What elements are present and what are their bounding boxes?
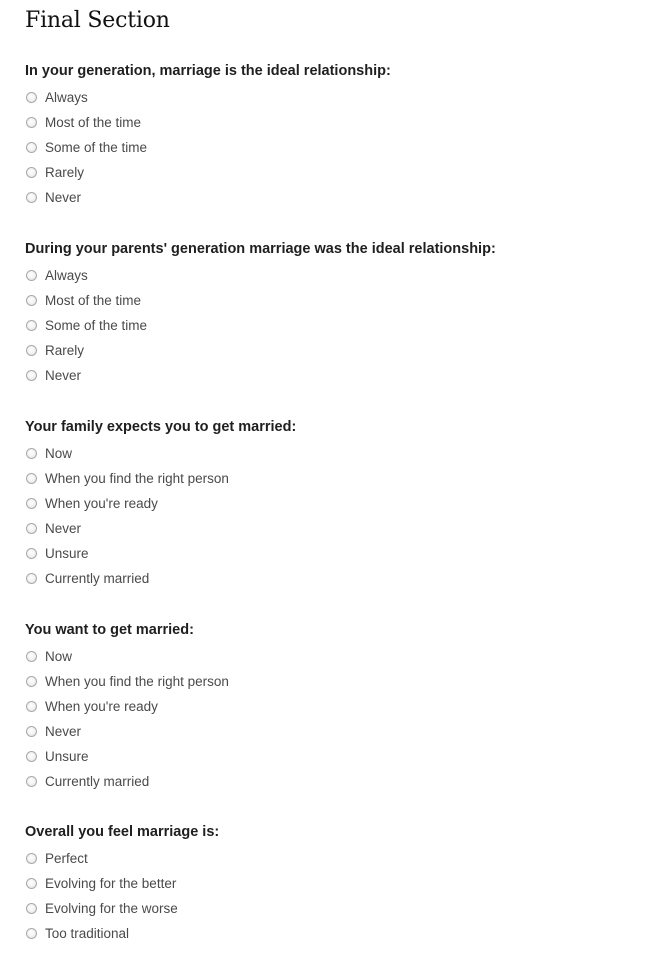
radio-button[interactable]	[26, 676, 37, 687]
radio-option[interactable]	[25, 516, 625, 541]
radio-button[interactable]	[26, 192, 37, 203]
radio-label: Never	[45, 190, 82, 205]
radio-label: Unsure	[45, 749, 89, 764]
radio-button[interactable]	[26, 548, 37, 559]
radio-button[interactable]	[26, 320, 37, 331]
radio-button[interactable]	[26, 92, 37, 103]
radio-option[interactable]	[25, 491, 625, 516]
radio-button[interactable]	[26, 523, 37, 534]
radio-button[interactable]	[26, 448, 37, 459]
question-want-to-marry	[25, 619, 625, 794]
radio-label: Most of the time	[45, 115, 142, 130]
question-title: Overall you feel marriage is:	[25, 824, 220, 840]
radio-option[interactable]	[25, 288, 625, 313]
radio-label: When you're ready	[45, 699, 158, 714]
radio-label: When you find the right person	[45, 471, 229, 486]
radio-label: Never	[45, 368, 82, 383]
radio-label: Evolving for the better	[45, 876, 177, 891]
radio-option[interactable]	[25, 160, 625, 185]
radio-group	[25, 644, 625, 794]
radio-label: Rarely	[45, 165, 85, 180]
radio-option[interactable]	[25, 896, 625, 921]
radio-label: Always	[45, 268, 88, 283]
radio-option[interactable]	[25, 363, 625, 388]
radio-group	[25, 263, 625, 388]
radio-button[interactable]	[26, 142, 37, 153]
radio-option[interactable]	[25, 185, 625, 210]
radio-label: Perfect	[45, 851, 88, 866]
radio-label: Some of the time	[45, 318, 148, 333]
radio-option[interactable]	[25, 694, 625, 719]
radio-button[interactable]	[26, 853, 37, 864]
radio-label: Currently married	[45, 571, 150, 586]
radio-button[interactable]	[26, 701, 37, 712]
radio-label: Always	[45, 90, 88, 105]
radio-option[interactable]	[25, 466, 625, 491]
question-family-expects	[25, 416, 625, 591]
radio-option[interactable]	[25, 669, 625, 694]
question-generation-ideal	[25, 60, 625, 210]
radio-option[interactable]	[25, 921, 625, 946]
radio-button[interactable]	[26, 903, 37, 914]
radio-option[interactable]	[25, 744, 625, 769]
radio-option[interactable]	[25, 338, 625, 363]
radio-option[interactable]	[25, 871, 625, 896]
radio-option[interactable]	[25, 135, 625, 160]
radio-option[interactable]	[25, 541, 625, 566]
question-parents-generation-ideal	[25, 238, 625, 388]
radio-option[interactable]	[25, 719, 625, 744]
question-title: In your generation, marriage is the ideal relationship:	[25, 63, 391, 79]
radio-button[interactable]	[26, 573, 37, 584]
radio-button[interactable]	[26, 370, 37, 381]
radio-group	[25, 846, 625, 946]
radio-button[interactable]	[26, 473, 37, 484]
radio-button[interactable]	[26, 928, 37, 939]
radio-button[interactable]	[26, 167, 37, 178]
radio-label: Some of the time	[45, 140, 148, 155]
question-title: During your parents' generation marriage was the ideal relationship:	[25, 241, 496, 257]
radio-button[interactable]	[26, 751, 37, 762]
radio-group	[25, 85, 625, 210]
radio-label: Now	[45, 446, 73, 461]
question-overall-feel	[25, 821, 625, 946]
radio-label: Too traditional	[45, 926, 130, 941]
radio-option[interactable]	[25, 313, 625, 338]
radio-button[interactable]	[26, 117, 37, 128]
radio-button[interactable]	[26, 295, 37, 306]
radio-option[interactable]	[25, 769, 625, 794]
radio-label: Evolving for the worse	[45, 901, 178, 916]
radio-button[interactable]	[26, 270, 37, 281]
radio-label: Currently married	[45, 774, 150, 789]
radio-option[interactable]	[25, 644, 625, 669]
radio-button[interactable]	[26, 776, 37, 787]
radio-button[interactable]	[26, 498, 37, 509]
radio-option[interactable]	[25, 110, 625, 135]
radio-button[interactable]	[26, 345, 37, 356]
radio-option[interactable]	[25, 263, 625, 288]
radio-label: Most of the time	[45, 293, 142, 308]
radio-label: Never	[45, 521, 82, 536]
radio-label: Unsure	[45, 546, 89, 561]
radio-group	[25, 441, 625, 591]
section-title: Final Section	[25, 8, 170, 33]
radio-label: When you find the right person	[45, 674, 229, 689]
radio-button[interactable]	[26, 651, 37, 662]
question-title: Your family expects you to get married:	[25, 419, 297, 435]
radio-label: Never	[45, 724, 82, 739]
radio-label: Rarely	[45, 343, 85, 358]
radio-label: Now	[45, 649, 73, 664]
radio-option[interactable]	[25, 846, 625, 871]
question-title: You want to get married:	[25, 622, 194, 638]
radio-option[interactable]	[25, 441, 625, 466]
radio-button[interactable]	[26, 878, 37, 889]
radio-button[interactable]	[26, 726, 37, 737]
radio-label: When you're ready	[45, 496, 158, 511]
radio-option[interactable]	[25, 566, 625, 591]
radio-option[interactable]	[25, 85, 625, 110]
